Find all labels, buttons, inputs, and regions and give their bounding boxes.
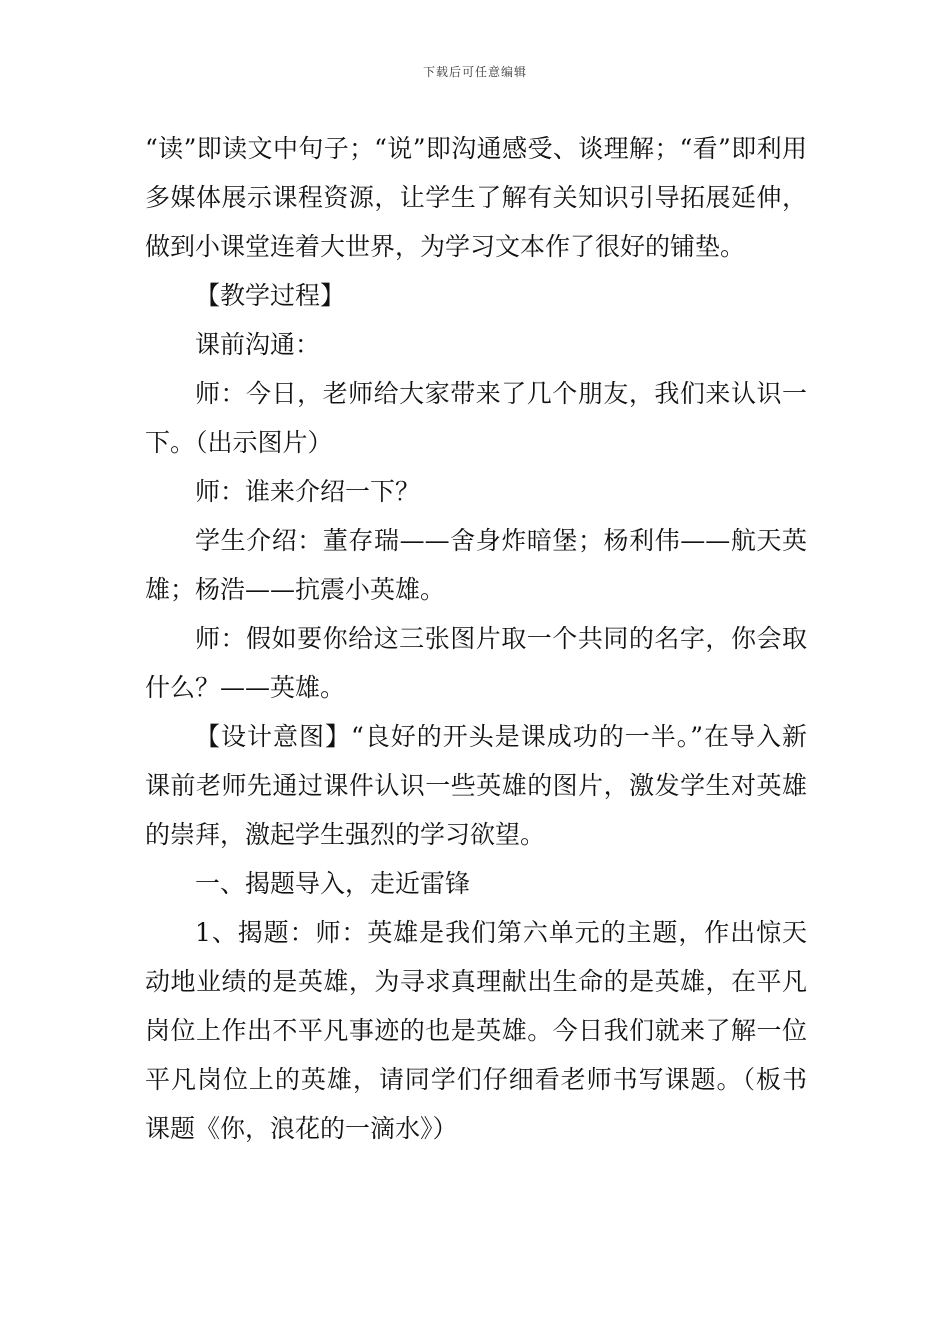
page-header: 下载后可任意编辑 [422, 65, 527, 79]
section-heading-teaching-process: 【教学过程】 [195, 281, 346, 310]
paragraph-design-intent: 【设计意图】“良好的开头是课成功的一半。”在导入新课前老师先通过课件认识一些英雄的图片，激发学生对英雄的崇拜，激起学生强烈的学习欲望。 [145, 722, 807, 849]
paragraph-teacher-naming: 师：假如要你给这三张图片取一个共同的名字，你会取什么？——英雄。 [145, 624, 807, 702]
document-body [145, 124, 807, 1153]
paragraph-pre-class: 课前沟通： [195, 330, 321, 359]
section-heading-part-one: 一、揭题导入，走近雷锋 [195, 869, 471, 898]
paragraph-student-intro: 学生介绍：董存瑞——舍身炸暗堡；杨利伟——航天英雄；杨浩——抗震小英雄。 [145, 526, 807, 604]
paragraph-intro: “读”即读文中句子；“说”即沟通感受、谈理解；“看”即利用多媒体展示课程资源，让学生了解有关知识引导拓展延伸，做到小课堂连着大世界，为学习文本作了很好的铺垫。 [145, 134, 807, 261]
paragraph-teacher-intro: 师：今日，老师给大家带来了几个朋友，我们来认识一下。（出示图片） [145, 379, 807, 457]
paragraph-reveal-topic: 1、揭题：师：英雄是我们第六单元的主题，作出惊天动地业绩的是英雄，为寻求真理献出生命的是英雄，在平凡岗位上作出不平凡事迹的也是英雄。今日我们就来了解一位平凡岗位上的英雄，请同学们仔细看老师书写课题。（板书课题《你，浪花的一滴水》） [145, 918, 807, 1143]
paragraph-teacher-question: 师：谁来介绍一下？ [195, 477, 421, 506]
